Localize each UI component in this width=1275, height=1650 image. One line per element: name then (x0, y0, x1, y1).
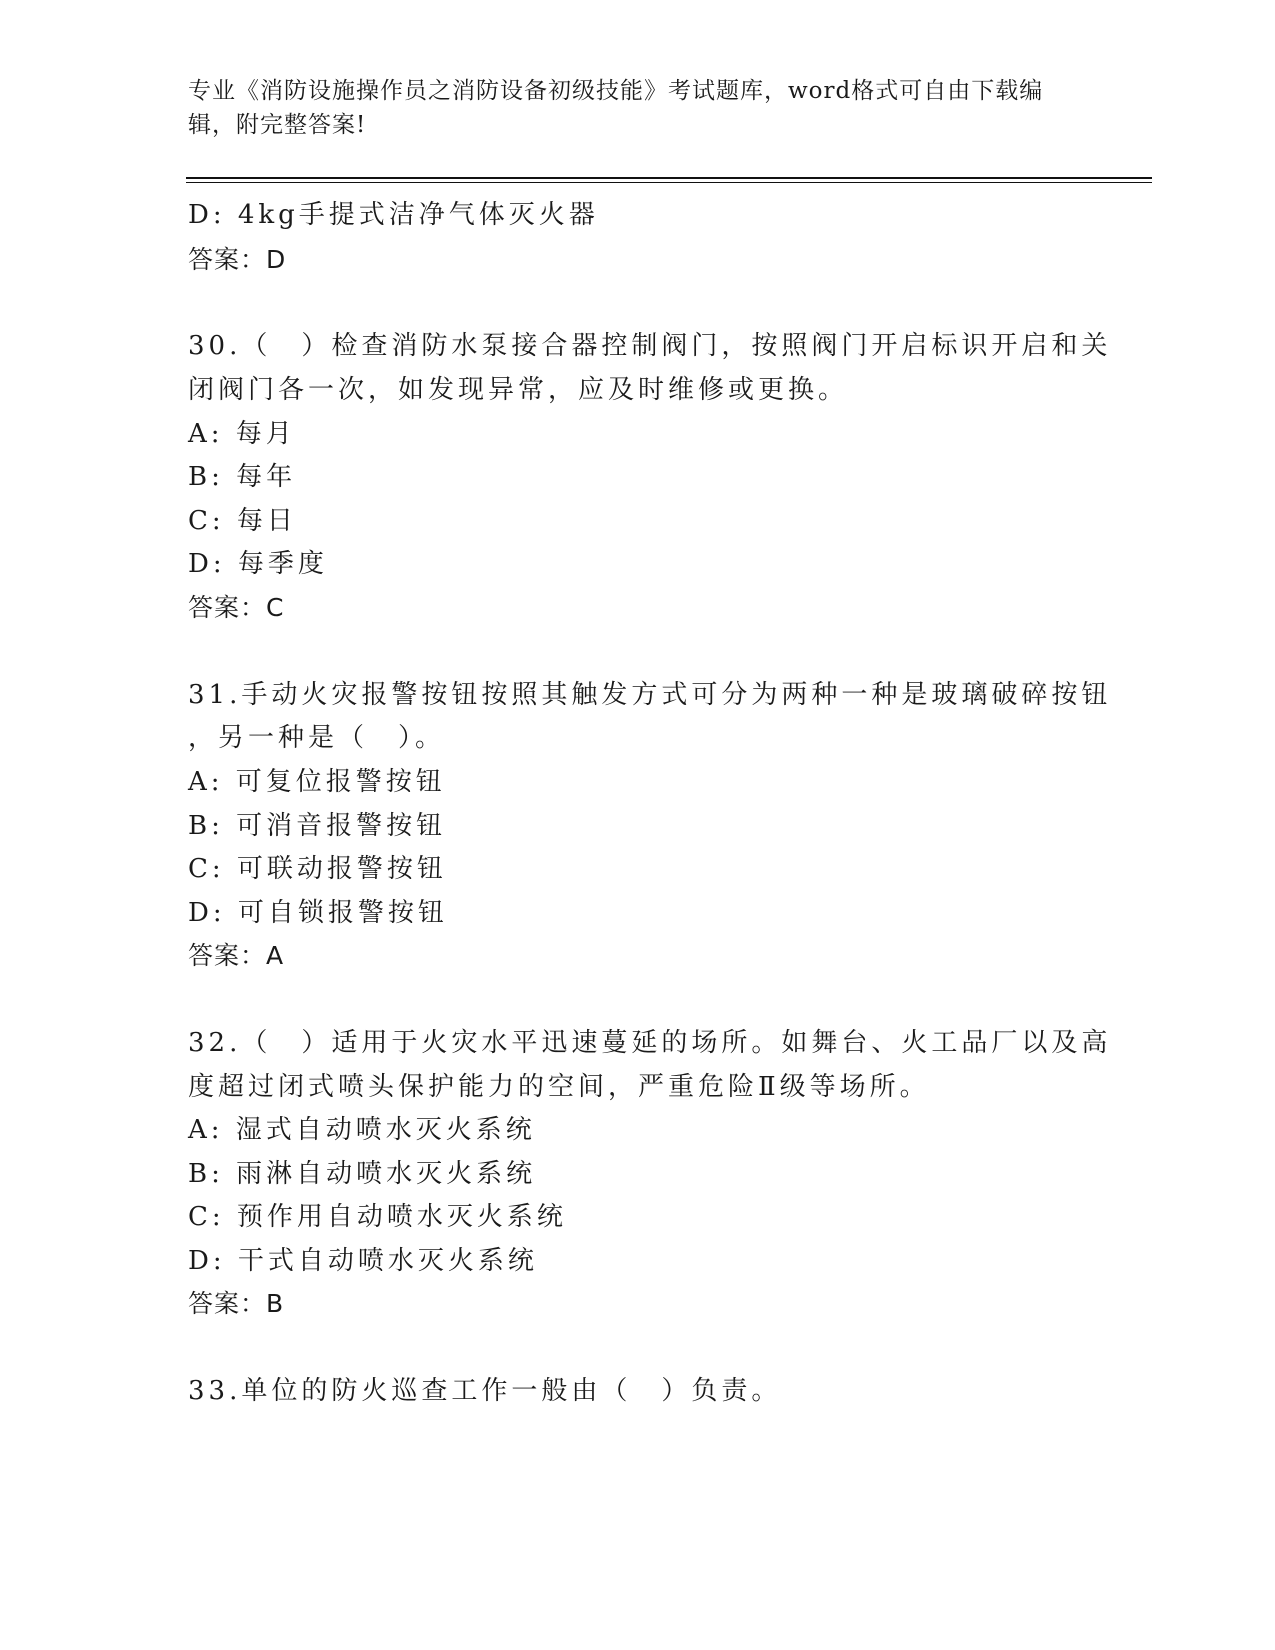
q31-stem-line-1: 31.手动火灾报警按钮按照其触发方式可分为两种一种是玻璃破碎按钮 (188, 680, 1112, 710)
q30-stem-line-2: 闭阀门各一次，如发现异常，应及时维修或更换。 (188, 375, 849, 405)
q32-stem-line-1: 32.（ ）适用于火灾水平迅速蔓延的场所。如舞台、火工品厂以及高 (188, 1028, 1112, 1058)
q30-answer: 答案：C (188, 593, 285, 622)
q32-option-c: C: 预作用自动喷水灭火系统 (188, 1202, 567, 1232)
q30-option-d: D: 每季度 (188, 549, 328, 579)
q32-option-a: A: 湿式自动喷水灭火系统 (188, 1115, 536, 1145)
q32-answer: 答案：B (188, 1289, 285, 1318)
q30-stem-line-1: 30.（ ）检查消防水泵接合器控制阀门，按照阀门开启标识开启和关 (188, 331, 1112, 361)
q33-stem-line-1: 33.单位的防火巡查工作一般由（ ）负责。 (188, 1376, 782, 1406)
q32-option-b: B: 雨淋自动喷水灭火系统 (188, 1159, 537, 1189)
header-divider-thick (186, 177, 1152, 179)
q30-option-a: A: 每月 (188, 419, 296, 449)
q31-stem-line-2: ，另一种是（ ）。 (188, 723, 446, 753)
q30-option-c: C: 每日 (188, 506, 297, 536)
q31-answer: 答案：A (188, 941, 285, 970)
header-line-1: 专业《消防设施操作员之消防设备初级技能》考试题库，word格式可自由下载编 (188, 78, 1044, 104)
q32-option-d: D: 干式自动喷水灭火系统 (188, 1246, 538, 1276)
q30-option-b: B: 每年 (188, 462, 297, 492)
q31-option-d: D: 可自锁报警按钮 (188, 898, 448, 928)
header-divider-thin (186, 182, 1152, 183)
q31-option-b: B: 可消音报警按钮 (188, 811, 447, 841)
prev-answer: 答案：D (188, 245, 287, 274)
document-header (188, 74, 1068, 142)
prev-option-d: D: 4kg手提式洁净气体灭火器 (188, 200, 599, 230)
q31-option-a: A: 可复位报警按钮 (188, 767, 446, 797)
q32-stem-line-2: 度超过闭式喷头保护能力的空间，严重危险Ⅱ级等场所。 (188, 1072, 930, 1102)
header-line-2: 辑，附完整答案! (188, 112, 367, 138)
q31-option-c: C: 可联动报警按钮 (188, 854, 447, 884)
